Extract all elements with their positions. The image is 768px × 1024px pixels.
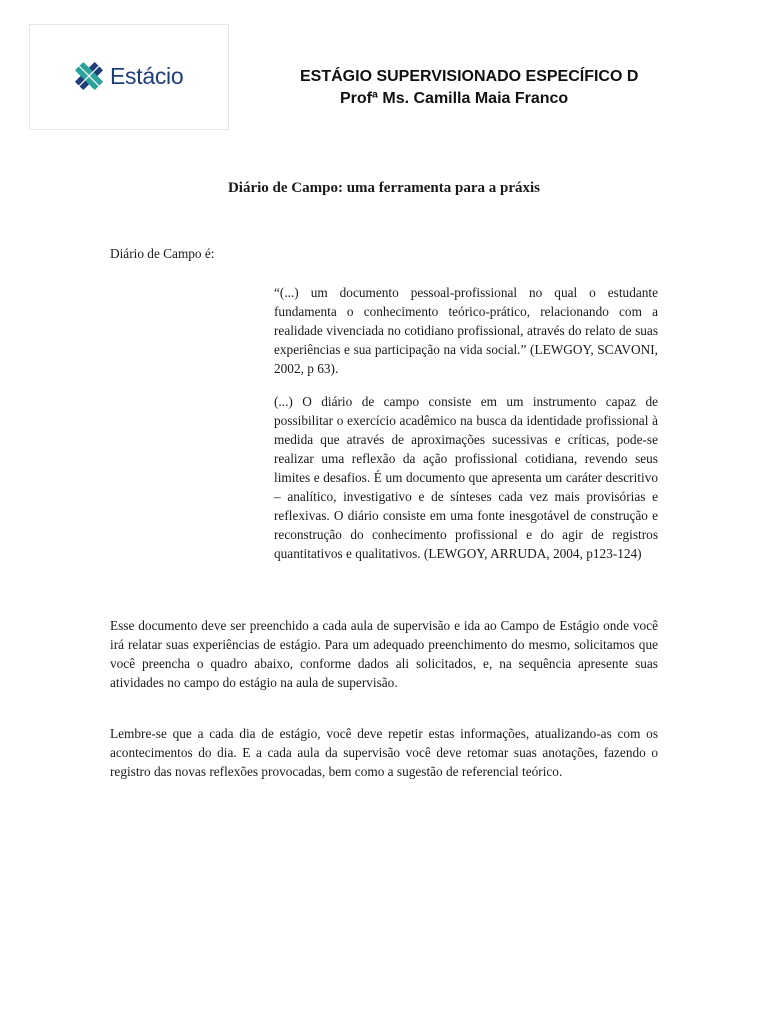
- logo-box: [29, 24, 229, 130]
- body-paragraph-2: Lembre-se que a cada dia de estágio, você deve repetir estas informações, atualizando-as com os acontecimentos do dia. E a cada aula da supervisão você deve retomar suas anotações, fazendo o registro das novas reflexões provocadas, bem como a sugestão de referencial teórico.: [110, 726, 658, 779]
- body-paragraph-1: Esse documento deve ser preenchido a cada aula de supervisão e ida ao Campo de Estágio onde você irá relatar suas experiências de estágio. Para um adequado preenchimento do mesmo, solicitamos que você preencha o quadro abaixo, conforme dados ali solicitados, e, na sequência apresente suas atividades no campo do estágio na aula de supervisão.: [110, 618, 658, 690]
- professor-name: Profª Ms. Camilla Maia Franco: [340, 90, 569, 107]
- course-name: ESTÁGIO SUPERVISIONADO ESPECÍFICO D: [300, 68, 639, 85]
- logo-text: Estácio: [110, 62, 184, 89]
- course-header: [290, 66, 670, 110]
- block-quote-1: “(...) um documento pessoal-profissional no qual o estudante fundamenta o conhecimento teórico-prático, relacionando com a realidade vivenciada no cotidiano profissional, através do relato de suas experiências e sua participação na vida social.” (LEWGOY, SCAVONI, 2002, p 63).: [274, 285, 658, 376]
- document-title: Diário de Campo: uma ferramenta para a práxis: [227, 180, 541, 196]
- estacio-logo: [72, 59, 183, 93]
- block-quote-2: (...) O diário de campo consiste em um instrumento capaz de possibilitar o exercício acadêmico na busca da identidade profissional à medida que através de aproximações sucessivas e críticas, pode-se realizar uma reflexão da ação profissional cotidiana, revendo seus limites e desafios. É um documento que apresenta um caráter descritivo – analítico, investigativo e de sínteses cada vez mais provisórias e reflexivas. O diário consiste em uma fonte inesgotável de construção e reconstrução do conhecimento profissional e do agir de registros quantitativos e qualitativos. (LEWGOY, ARRUDA, 2004, p123-124): [274, 394, 658, 561]
- intro-text: Diário de Campo é:: [110, 246, 215, 261]
- estacio-cross-logo-icon: [72, 59, 106, 93]
